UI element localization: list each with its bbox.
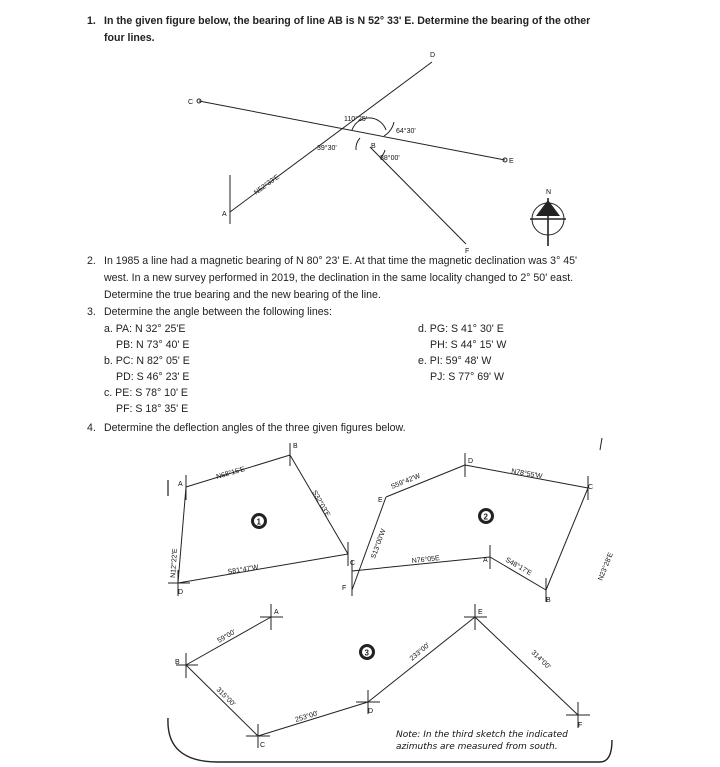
fig2-number-badge	[478, 508, 494, 524]
fig3-azimuth-cd: 253°00'	[294, 710, 320, 724]
q3-a-line2: PB: N 73° 40' E	[116, 339, 190, 351]
q2-number: 2.	[87, 255, 96, 267]
fig3-line-de	[368, 617, 475, 702]
fig2-label-b: B	[546, 597, 551, 604]
svg-text:2: 2	[483, 512, 488, 522]
fig2-bearing-cb: N23°28'E	[597, 551, 615, 582]
fig3-line-ef	[475, 617, 578, 715]
fig3-azimuth-ab: 59°00'	[216, 628, 238, 645]
q3-c-line2: PF: S 18° 35' E	[116, 403, 189, 415]
fig2-label-f: F	[342, 585, 347, 592]
fig3-bracket	[168, 718, 612, 762]
fig2-bearing-ed: S59°42'W	[390, 472, 422, 491]
fig3-note-line1: Note: In the third sketch the indicated	[396, 730, 568, 740]
label-f: F	[465, 248, 470, 255]
fig3-number-badge	[359, 644, 375, 660]
q2-text-line3: Determine the true bearing and the new bearing of the line.	[104, 289, 381, 301]
label-e: E	[509, 158, 514, 165]
svg-text:1: 1	[256, 517, 261, 527]
fig3-line-ab	[186, 617, 271, 665]
fig2-bearing-dc: N78°55'W	[510, 468, 543, 481]
bearing-ab-label: N52°33'E	[253, 173, 281, 197]
fig2-bearing-ef: S13°00'W	[370, 528, 388, 560]
label-a: A	[222, 211, 227, 218]
fig3-label-d: D	[368, 708, 374, 715]
fig2-bearing-ae: N76°05E	[411, 555, 441, 565]
fig1-number-badge	[251, 513, 267, 529]
q2-text-line1: In 1985 a line had a magnetic bearing of N 80° 23' E. At that time the magnetic declination was 3° 45'	[104, 255, 578, 267]
fig1-line-da	[178, 487, 186, 583]
fig3-azimuth-ef: 314°00'	[529, 649, 552, 671]
fig2-bearing-ba: S48°17'E	[504, 556, 533, 578]
label-d: D	[430, 52, 436, 59]
q1-text-line1: In the given figure below, the bearing of line AB is N 52° 33' E. Determine the bearing of the other	[104, 15, 591, 27]
q3-e-line1: e. PI: 59° 48' W	[418, 355, 492, 367]
q3-b-line1: b. PC: N 82° 05' E	[104, 355, 190, 367]
fig1-bearing-bc: S32°03'E	[310, 489, 331, 519]
q3-a-line1: a. PA: N 32° 25'E	[104, 323, 186, 335]
angle-39: 39°30'	[317, 145, 337, 152]
svg-text:3: 3	[364, 648, 369, 658]
fig2-label-e: E	[378, 497, 383, 504]
q1-number: 1.	[87, 15, 96, 27]
fig3-note-line2: azimuths are measured from south.	[396, 742, 558, 752]
fig1-label-d: D	[178, 589, 184, 596]
fig1-label-a: A	[178, 481, 183, 488]
label-b: B	[371, 143, 376, 150]
q1-text-line2: four lines.	[104, 32, 155, 44]
fig3-azimuth-bc: 315°00'	[214, 686, 237, 709]
q3-title: Determine the angle between the following lines:	[104, 306, 332, 318]
label-c: C	[188, 99, 194, 106]
fig2-label-c: C	[588, 484, 594, 491]
fig1-line-cd	[178, 554, 348, 583]
fig3-azimuth-de: 233°00'	[408, 641, 432, 663]
q3-c-line1: c. PE: S 78° 10' E	[104, 387, 188, 399]
fig2-label-d: D	[468, 458, 474, 465]
q3-d-line1: d. PG: S 41° 30' E	[418, 323, 504, 335]
fig1-label-b: B	[293, 443, 298, 450]
fig1-label-c: C	[350, 560, 356, 567]
q3-e-line2: PJ: S 77° 69' W	[430, 371, 504, 383]
q4-number: 4.	[87, 422, 96, 434]
fig3-label-f: F	[578, 722, 583, 729]
q2-text-line2: west. In a new survey performed in 2019, the declination in the same locality changed to 2° 50' east.	[104, 272, 574, 284]
fig1-bearing-da: N12°22'E	[170, 548, 180, 579]
fig3-line-bc	[186, 665, 258, 736]
q4-title: Determine the deflection angles of the three given figures below.	[104, 422, 406, 434]
angle-38: 38°00'	[380, 155, 400, 162]
angle-110: 110°25'	[344, 116, 368, 123]
q3-b-line2: PD: S 46° 23' E	[116, 371, 190, 383]
fig3-label-a: A	[274, 609, 279, 616]
svg-text:N: N	[546, 189, 552, 196]
fig3-label-e: E	[478, 609, 483, 616]
fig3-label-c: C	[260, 742, 266, 749]
fig1-bearing-cd: S81°47'W	[227, 564, 259, 576]
angle-64: 64°30'	[396, 128, 416, 135]
q3-d-line2: PH: S 44° 15' W	[430, 339, 507, 351]
fig2-label-a: A	[483, 557, 488, 564]
q3-number: 3.	[87, 306, 96, 318]
fig3-line-cd	[258, 702, 368, 736]
fig2-line-cb	[546, 488, 588, 590]
fig3-label-b: B	[175, 659, 180, 666]
fig1-bearing-ab: N68°15'E	[215, 466, 246, 481]
